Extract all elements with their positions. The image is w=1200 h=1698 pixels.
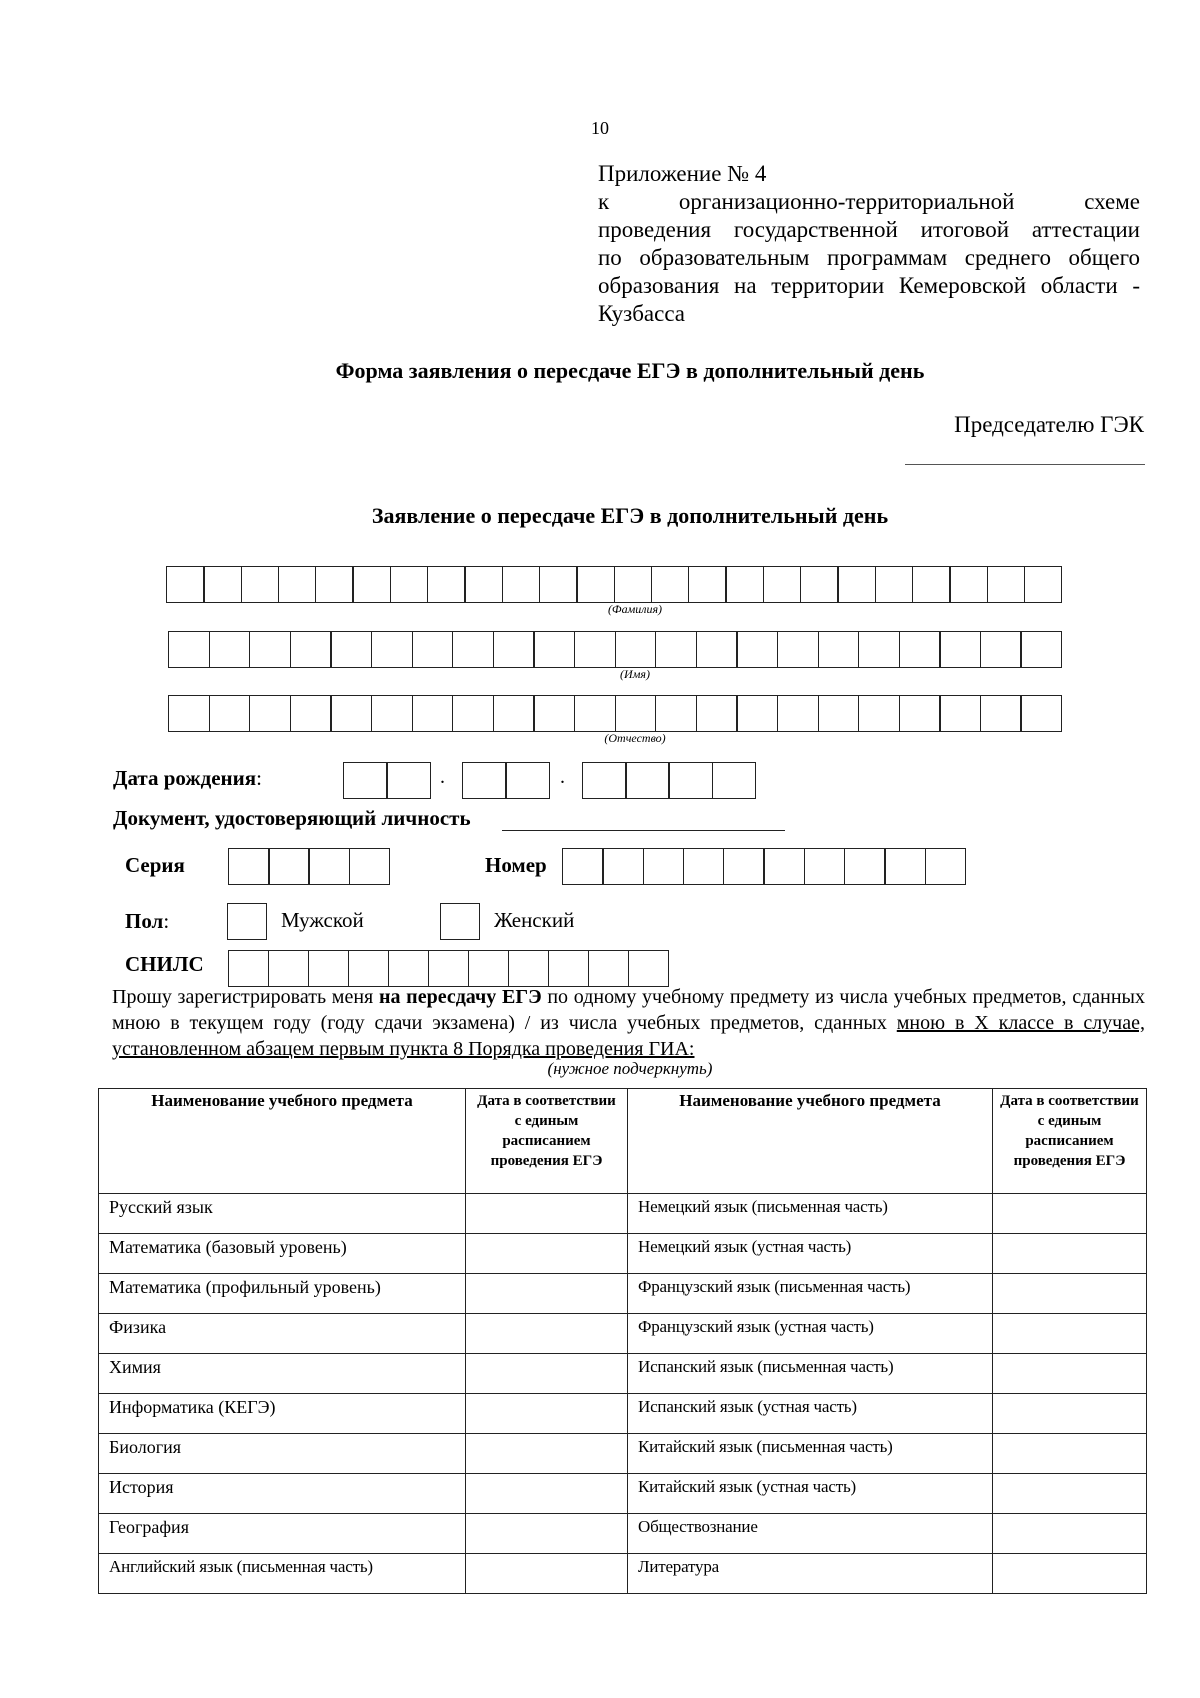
surname-letter-box[interactable] [1024,566,1063,603]
birth-year-digit-box[interactable] [668,762,713,799]
patronymic-letter-box[interactable] [209,695,251,732]
header-subject-right: Наименование учебного предмета [628,1089,993,1194]
table-row [99,1234,1147,1274]
date-cell-right[interactable] [993,1194,1147,1234]
subject-left[interactable]: Физика [99,1314,466,1354]
patronymic-letter-box[interactable] [168,695,210,732]
form-title: Форма заявления о пересдаче ЕГЭ в дополнительный день [335,358,925,383]
name-letter-box[interactable] [533,631,575,668]
table-row [99,1354,1147,1394]
annex-title: Приложение № 4 [598,161,767,186]
surname-letter-box[interactable] [875,566,914,603]
name-letter-box[interactable] [330,631,372,668]
addressee: Председателю ГЭК [954,412,1144,437]
name-letter-box[interactable] [696,631,738,668]
surname-letter-box[interactable] [166,566,205,603]
name-letter-box[interactable] [939,631,981,668]
subject-left[interactable]: Английский язык (письменная часть) [99,1554,466,1594]
female-label: Женский [494,908,575,932]
name-letter-box[interactable] [209,631,251,668]
subject-left[interactable]: Русский язык [99,1194,466,1234]
number-digit-box[interactable] [562,848,604,885]
surname-letter-box[interactable] [352,566,391,603]
subject-right[interactable]: Китайский язык (письменная часть) [628,1434,993,1474]
date-cell-left[interactable] [466,1274,628,1314]
subject-left[interactable]: Математика (базовый уровень) [99,1234,466,1274]
series-cells[interactable] [228,848,390,885]
female-checkbox[interactable] [440,903,480,940]
birth-date-label: Дата рождения: [113,766,262,790]
number-digit-box[interactable] [804,848,846,885]
patronymic-letter-box[interactable] [412,695,454,732]
date-cell-right[interactable] [993,1314,1147,1354]
surname-letter-box[interactable] [539,566,578,603]
surname-letter-box[interactable] [837,566,876,603]
surname-letter-box[interactable] [763,566,802,603]
subject-right[interactable]: Французский язык (письменная часть) [628,1274,993,1314]
surname-letter-box[interactable] [651,566,690,603]
name-letter-box[interactable] [371,631,413,668]
subject-right[interactable]: Испанский язык (письменная часть) [628,1354,993,1394]
male-checkbox[interactable] [227,903,267,940]
date-cell-right[interactable] [993,1514,1147,1554]
surname-letter-box[interactable] [987,566,1026,603]
birth-day-cells[interactable] [343,762,431,799]
patronymic-cells[interactable] [168,695,1062,732]
birth-year-digit-box[interactable] [712,762,757,799]
patronymic-caption: (Отчество) [604,731,666,745]
annex-line-3: по образовательным программам среднего общего [598,245,1140,270]
birth-year-digit-box[interactable] [582,762,627,799]
surname-letter-box[interactable] [800,566,839,603]
name-letter-box[interactable] [899,631,941,668]
number-digit-box[interactable] [643,848,685,885]
number-digit-box[interactable] [844,848,886,885]
name-letter-box[interactable] [615,631,657,668]
number-digit-box[interactable] [763,848,805,885]
date-cell-right[interactable] [993,1354,1147,1394]
date-cell-right[interactable] [993,1434,1147,1474]
patronymic-letter-box[interactable] [939,695,981,732]
annex-line-5: Кузбасса [598,301,686,326]
name-caption: (Имя) [620,667,650,681]
date-cell-left[interactable] [466,1434,628,1474]
birth-month-cells[interactable] [462,762,550,799]
surname-letter-box[interactable] [241,566,280,603]
patronymic-letter-box[interactable] [249,695,291,732]
series-digit-box[interactable] [228,848,270,885]
snils-digit-box[interactable] [588,950,629,987]
subject-left[interactable]: Информатика (КЕГЭ) [99,1394,466,1434]
statement-title: Заявление о пересдаче ЕГЭ в дополнительный день [371,503,889,528]
table-row [99,1314,1147,1354]
patronymic-letter-box[interactable] [655,695,697,732]
number-label: Номер [485,853,547,877]
date-cell-left[interactable] [466,1194,628,1234]
date-cell-right[interactable] [993,1394,1147,1434]
patronymic-letter-box[interactable] [493,695,535,732]
subject-left[interactable]: География [99,1514,466,1554]
date-cell-left[interactable] [466,1474,628,1514]
table-row [99,1514,1147,1554]
snils-digit-box[interactable] [348,950,389,987]
snils-digit-box[interactable] [508,950,549,987]
name-letter-box[interactable] [493,631,535,668]
surname-caption: (Фамилия) [607,602,663,616]
surname-letter-box[interactable] [725,566,764,603]
snils-digit-box[interactable] [308,950,349,987]
patronymic-letter-box[interactable] [1020,695,1062,732]
series-digit-box[interactable] [349,848,391,885]
patronymic-letter-box[interactable] [980,695,1022,732]
male-label: Мужской [281,908,364,932]
annex-line-2: проведения государственной итоговой аттестации [598,217,1140,242]
sex-label: Пол: [125,909,170,933]
date-cell-right[interactable] [993,1234,1147,1274]
birth-year-digit-box[interactable] [625,762,670,799]
name-cells[interactable] [168,631,1062,668]
snils-digit-box[interactable] [228,950,269,987]
patronymic-letter-box[interactable] [330,695,372,732]
table-row [99,1474,1147,1514]
surname-letter-box[interactable] [390,566,429,603]
request-paragraph: Прошу зарегистрировать меня на пересдачу ЕГЭ по одному учебному предмету из числа учебных предметов, сданных мною в текущем году (году сдачи экзамена) / из числа учебных предметов, сданных мною в X классе в случае, установленном абзацем первым пункта 8 Порядка проведения ГИА: [112,986,1145,1060]
birth-month-digit-box[interactable] [505,762,550,799]
snils-digit-box[interactable] [268,950,309,987]
addressee-signature-line[interactable] [905,464,1145,465]
surname-letter-box[interactable] [278,566,317,603]
note-underline-needed: (нужное подчеркнуть) [547,1059,713,1078]
patronymic-letter-box[interactable] [696,695,738,732]
id-document-input-line[interactable] [502,806,785,831]
date-cell-left[interactable] [466,1234,628,1274]
number-cells[interactable] [562,848,966,885]
subject-right[interactable]: Немецкий язык (письменная часть) [628,1194,993,1234]
name-letter-box[interactable] [168,631,210,668]
subject-right[interactable]: Китайский язык (устная часть) [628,1474,993,1514]
subject-right[interactable]: Немецкий язык (устная часть) [628,1234,993,1274]
annex-block [598,160,1140,328]
surname-letter-box[interactable] [688,566,727,603]
patronymic-letter-box[interactable] [858,695,900,732]
surname-letter-box[interactable] [614,566,653,603]
date-cell-left[interactable] [466,1354,628,1394]
patronymic-letter-box[interactable] [533,695,575,732]
surname-letter-box[interactable] [576,566,615,603]
patronymic-letter-box[interactable] [452,695,494,732]
series-label: Серия [125,853,185,877]
patronymic-letter-box[interactable] [574,695,616,732]
subject-left[interactable]: История [99,1474,466,1514]
number-digit-box[interactable] [723,848,765,885]
name-letter-box[interactable] [655,631,697,668]
header-date-left: Дата в соответствии с единым расписанием проведения ЕГЭ [466,1089,628,1194]
snils-label: СНИЛС [125,952,204,976]
date-cell-left[interactable] [466,1394,628,1434]
table-row [99,1394,1147,1434]
surname-cells[interactable] [166,566,1062,603]
patronymic-letter-box[interactable] [736,695,778,732]
header-date-right: Дата в соответствии с единым расписанием проведения ЕГЭ [993,1089,1147,1194]
name-letter-box[interactable] [290,631,332,668]
snils-digit-box[interactable] [628,950,669,987]
subject-left[interactable]: Биология [99,1434,466,1474]
surname-letter-box[interactable] [502,566,541,603]
name-letter-box[interactable] [980,631,1022,668]
number-digit-box[interactable] [925,848,967,885]
subject-right[interactable]: Французский язык (устная часть) [628,1314,993,1354]
series-digit-box[interactable] [268,848,310,885]
date-cell-right[interactable] [993,1474,1147,1514]
name-letter-box[interactable] [574,631,616,668]
snils-digit-box[interactable] [428,950,469,987]
table-row [99,1434,1147,1474]
subject-left[interactable]: Математика (профильный уровень) [99,1274,466,1314]
patronymic-letter-box[interactable] [777,695,819,732]
subjects-table [98,1088,1147,1594]
table-row [99,1554,1147,1594]
patronymic-letter-box[interactable] [615,695,657,732]
surname-letter-box[interactable] [464,566,503,603]
surname-letter-box[interactable] [912,566,951,603]
table-row [99,1274,1147,1314]
date-cell-left[interactable] [466,1554,628,1594]
page-number: 10 [591,118,609,138]
name-letter-box[interactable] [736,631,778,668]
patronymic-letter-box[interactable] [899,695,941,732]
name-letter-box[interactable] [1020,631,1062,668]
birth-day-digit-box[interactable] [386,762,431,799]
subject-left[interactable]: Химия [99,1354,466,1394]
snils-digit-box[interactable] [548,950,589,987]
name-letter-box[interactable] [452,631,494,668]
surname-letter-box[interactable] [427,566,466,603]
name-letter-box[interactable] [858,631,900,668]
birth-day-digit-box[interactable] [343,762,388,799]
id-document-label: Документ, удостоверяющий личность [113,806,471,830]
number-digit-box[interactable] [884,848,926,885]
date-separator: . [560,766,565,788]
surname-letter-box[interactable] [949,566,988,603]
number-digit-box[interactable] [683,848,725,885]
patronymic-letter-box[interactable] [290,695,332,732]
series-digit-box[interactable] [308,848,350,885]
date-cell-left[interactable] [466,1314,628,1354]
subject-right[interactable]: Литература [628,1554,993,1594]
number-digit-box[interactable] [602,848,644,885]
name-letter-box[interactable] [249,631,291,668]
subject-right[interactable]: Обществознание [628,1514,993,1554]
surname-letter-box[interactable] [315,566,354,603]
annex-line-4: образования на территории Кемеровской области - [598,273,1140,298]
surname-letter-box[interactable] [203,566,242,603]
date-cell-right[interactable] [993,1554,1147,1594]
birth-year-cells[interactable] [582,762,756,799]
name-letter-box[interactable] [818,631,860,668]
name-letter-box[interactable] [412,631,454,668]
date-cell-right[interactable] [993,1274,1147,1314]
table-row [99,1194,1147,1234]
snils-digit-box[interactable] [388,950,429,987]
header-subject-left: Наименование учебного предмета [99,1089,466,1194]
date-cell-left[interactable] [466,1514,628,1554]
annex-line-1: к организационно-территориальной схеме [598,189,1141,214]
name-letter-box[interactable] [777,631,819,668]
subject-right[interactable]: Испанский язык (устная часть) [628,1394,993,1434]
date-separator: . [440,766,445,788]
snils-digit-box[interactable] [468,950,509,987]
birth-month-digit-box[interactable] [462,762,507,799]
snils-cells[interactable] [228,950,669,987]
patronymic-letter-box[interactable] [818,695,860,732]
patronymic-letter-box[interactable] [371,695,413,732]
